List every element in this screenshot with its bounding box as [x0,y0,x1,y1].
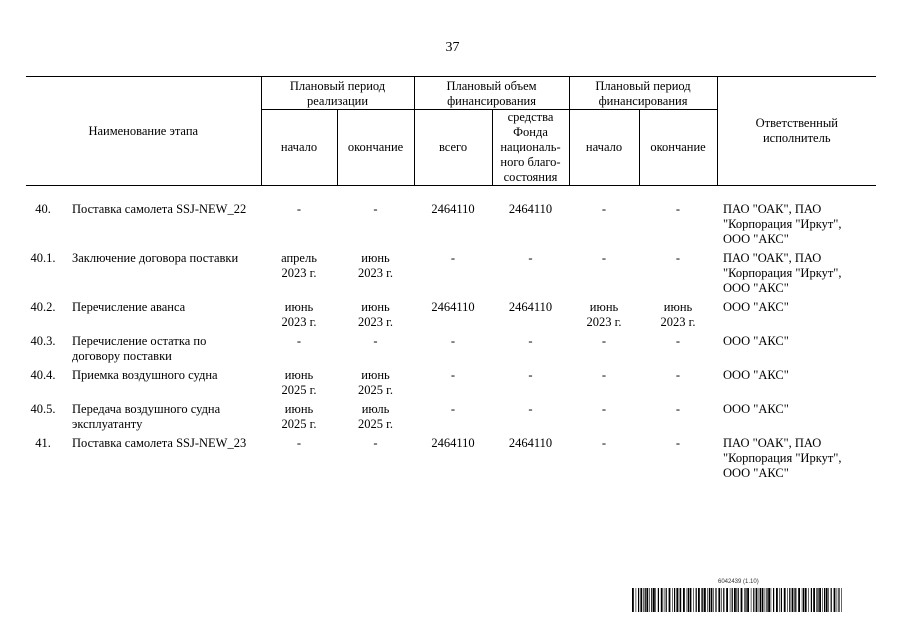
row-fin-end: июнь 2023 г. [660,300,696,329]
row-fund: 2464110 [508,300,553,314]
row-fund: 2464110 [508,436,553,450]
row-stage-name: Приемка воздушного судна [72,368,218,382]
row-fin-end: - [675,368,681,382]
row-responsible: ООО "АКС" [723,300,789,314]
row-stage-name: Заключение договора поставки [72,251,239,265]
table-row [26,251,876,300]
row-fin-start: - [601,368,607,382]
table-row [26,300,876,334]
row-end: июль 2025 г. [358,402,393,431]
row-number: 40.3. [30,334,56,348]
row-responsible: ПАО "ОАК", ПАО "Корпорация "Иркут", ООО "АКС" [723,251,842,295]
row-responsible: ПАО "ОАК", ПАО "Корпорация "Иркут", ООО "АКС" [723,202,842,246]
row-total: - [450,334,456,348]
row-total: - [450,368,456,382]
row-fin-start: - [601,402,607,416]
header-stage-name: Наименование этапа [26,77,261,186]
row-total: 2464110 [431,436,475,450]
row-number: 41. [35,436,51,450]
header-period: Плановый период реализации [261,77,414,110]
row-total: - [450,402,456,416]
row-end: июнь 2023 г. [358,300,393,329]
row-fin-start: - [601,334,607,348]
row-fund: - [528,368,533,382]
row-total: 2464110 [431,300,475,314]
row-responsible: ООО "АКС" [723,402,789,416]
row-start: июнь 2023 г. [281,300,317,329]
row-total: 2464110 [431,202,475,216]
row-fin-start: - [601,202,607,216]
row-total: - [450,251,456,265]
row-stage-name: Поставка самолета SSJ-NEW_22 [72,202,247,216]
row-fin-end: - [675,251,681,265]
table-row [26,436,876,485]
row-number: 40.1. [30,251,56,265]
row-end: июнь 2023 г. [358,251,393,280]
row-stage-name: Передача воздушного судна эксплуатанту [72,402,221,431]
row-number: 40.2. [30,300,56,314]
plan-table [26,76,876,485]
table-row [26,402,876,436]
table-row [26,368,876,402]
header-end: окончание [337,110,414,186]
row-responsible: ООО "АКС" [723,334,789,348]
row-fund: - [528,251,533,265]
row-number: 40. [35,202,51,216]
table-row [26,334,876,368]
table-row [26,186,876,252]
row-number: 40.5. [30,402,56,416]
row-start: - [296,436,302,450]
header-fin-period: Плановый период финансирования [569,77,717,110]
row-fin-start: - [601,251,607,265]
row-fin-start: июнь 2023 г. [586,300,622,329]
row-fund: - [528,402,533,416]
row-start: - [296,334,302,348]
row-start: - [296,202,302,216]
row-stage-name: Перечисление аванса [72,300,186,314]
row-end: - [373,202,378,216]
row-fund: 2464110 [508,202,553,216]
row-fin-end: - [675,202,681,216]
header-total: всего [414,110,492,186]
row-stage-name: Перечисление остатка по договору поставки [72,334,207,363]
row-start: апрель 2023 г. [281,251,317,280]
row-start: июнь 2025 г. [281,368,317,397]
row-fund: - [528,334,533,348]
row-number: 40.4. [30,368,56,382]
row-end: - [373,436,378,450]
header-start: начало [261,110,337,186]
row-fin-end: - [675,402,681,416]
row-responsible: ПАО "ОАК", ПАО "Корпорация "Иркут", ООО "АКС" [723,436,842,480]
row-fin-end: - [675,334,681,348]
row-end: - [373,334,378,348]
header-fin-start: начало [569,110,639,186]
row-fin-start: - [601,436,607,450]
row-end: июнь 2025 г. [358,368,393,397]
header-fund: средства Фонда националь-ного благо-состояния [492,110,569,186]
barcode-label: 6042439 (1.10) [718,579,759,585]
page-number: 37 [445,40,460,55]
row-stage-name: Поставка самолета SSJ-NEW_23 [72,436,247,450]
header-responsible: Ответственный исполнитель [717,77,876,186]
row-start: июнь 2025 г. [281,402,317,431]
barcode-icon [632,588,842,612]
row-responsible: ООО "АКС" [723,368,789,382]
header-volume: Плановый объем финансирования [414,77,569,110]
header-fin-end: окончание [639,110,717,186]
row-fin-end: - [675,436,681,450]
